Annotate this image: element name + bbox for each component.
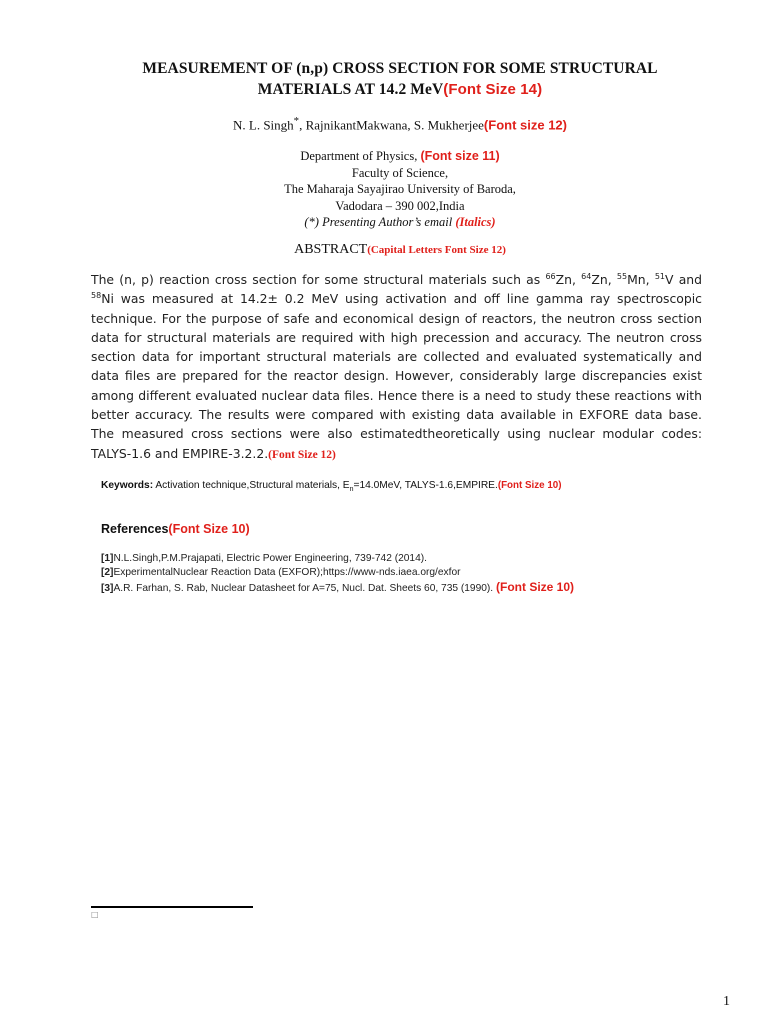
keywords-label: Keywords: bbox=[101, 480, 154, 491]
isotope-2-symbol: Zn, bbox=[591, 272, 617, 287]
reference-font-note: (Font Size 10) bbox=[496, 580, 575, 594]
author-names-pre: N. L. Singh bbox=[232, 117, 294, 133]
abstract-heading bbox=[90, 242, 710, 258]
title-line-2-text: MATERIALS AT 14.2 MeV bbox=[257, 81, 444, 98]
reference-item bbox=[101, 566, 721, 580]
affil-city: Vadodara – 390 002,India bbox=[335, 198, 465, 213]
isotope-1-mass: 66 bbox=[545, 271, 556, 281]
isotope-3-symbol: Mn, bbox=[627, 272, 655, 287]
isotope-4-mass: 51 bbox=[654, 271, 665, 281]
title-line-2 bbox=[90, 79, 710, 100]
abstract-p2: was measured at 14.2± 0.2 MeV using activation and off line gamma ray spectroscopic technique. For the purpose of safe and economical design of reactors, the neutron cross section data for structural materials are required with high precession and accuracy. The neutron cross section data for important structural materials are collected and evaluated systematically and data files are prepared for the reactor design. However, considerably large discrepancies exist among different evaluated nuclear data files. Hence there is a need to study these reactions with better accuracy. The results were compared with existing data available in EXFORE data base. The measured cross sections were also estimatedtheoretically using nuclear modular codes: TALYS-1.6 and EMPIRE-3.2.2. bbox=[91, 291, 702, 461]
abstract-heading-note: (Capital Letters Font Size 12) bbox=[367, 244, 506, 256]
affil-dept: Department of Physics, bbox=[300, 149, 421, 163]
affil-email: (*) Presenting Author’s email bbox=[304, 215, 456, 229]
author-names-post: , RajnikantMakwana, S. Mukherjee bbox=[299, 117, 484, 133]
keywords-subscript: n bbox=[349, 486, 354, 494]
reference-text: A.R. Farhan, S. Rab, Nuclear Datasheet for A=75, Nucl. Dat. Sheets 60, 735 (1990). bbox=[113, 583, 494, 594]
reference-text: ExperimentalNuclear Reaction Data (EXFOR);https://www-nds.iaea.org/exfor bbox=[113, 567, 461, 578]
affil-faculty: Faculty of Science, bbox=[351, 165, 449, 180]
abstract-font-note: (Font Size 12) bbox=[268, 448, 336, 461]
reference-number: [3] bbox=[101, 583, 114, 594]
affiliation-block bbox=[90, 148, 710, 231]
keywords-text-pre: Activation technique,Structural materials, E bbox=[153, 480, 350, 491]
isotope-5-mass: 58 bbox=[91, 291, 102, 301]
authors-font-note: (Font size 12) bbox=[483, 117, 567, 133]
author-star: * bbox=[293, 115, 300, 127]
title-line-1: MEASUREMENT OF (n,p) CROSS SECTION FOR SOME STRUCTURAL bbox=[142, 60, 658, 77]
keywords-text-post: =14.0MeV, TALYS-1.6,EMPIRE. bbox=[353, 480, 498, 491]
affil-university: The Maharaja Sayajirao University of Baroda, bbox=[284, 182, 516, 196]
reference-text: N.L.Singh,P.M.Prajapati, Electric Power Engineering, 739-742 (2014). bbox=[113, 553, 427, 564]
affil-email-note: (Italics) bbox=[455, 215, 496, 229]
affil-font-note: (Font size 11) bbox=[420, 149, 500, 163]
references-heading-note: (Font Size 10) bbox=[168, 522, 250, 536]
reference-item bbox=[101, 552, 721, 566]
affil-email-line bbox=[90, 214, 710, 231]
footnote-separator bbox=[91, 906, 253, 908]
reference-item bbox=[101, 580, 721, 596]
isotope-1-symbol: Zn, bbox=[555, 272, 582, 287]
isotope-3-mass: 55 bbox=[616, 271, 628, 281]
keywords-line bbox=[101, 480, 721, 493]
abstract-p1: The (n, p) reaction cross section for some structural materials such as bbox=[91, 272, 546, 287]
isotope-5-symbol: Ni bbox=[101, 291, 114, 307]
references-heading-label: References bbox=[101, 522, 169, 536]
isotope-2-mass: 64 bbox=[581, 271, 592, 281]
affil-dept-line bbox=[90, 148, 710, 165]
paper-title bbox=[90, 58, 710, 100]
title-font-note: (Font Size 14) bbox=[443, 81, 543, 98]
keywords-font-note: (Font Size 10) bbox=[497, 480, 562, 491]
abstract-heading-label: ABSTRACT bbox=[294, 242, 368, 257]
isotope-4-symbol: V and bbox=[665, 272, 703, 287]
page-number: 1 bbox=[723, 994, 730, 1009]
author-list bbox=[90, 115, 710, 133]
reference-number: [1] bbox=[101, 553, 114, 564]
abstract-body bbox=[91, 270, 702, 465]
reference-number: [2] bbox=[101, 567, 114, 578]
footnote-mark: □ bbox=[91, 910, 99, 919]
references-list bbox=[101, 552, 721, 596]
references-heading bbox=[101, 522, 250, 536]
